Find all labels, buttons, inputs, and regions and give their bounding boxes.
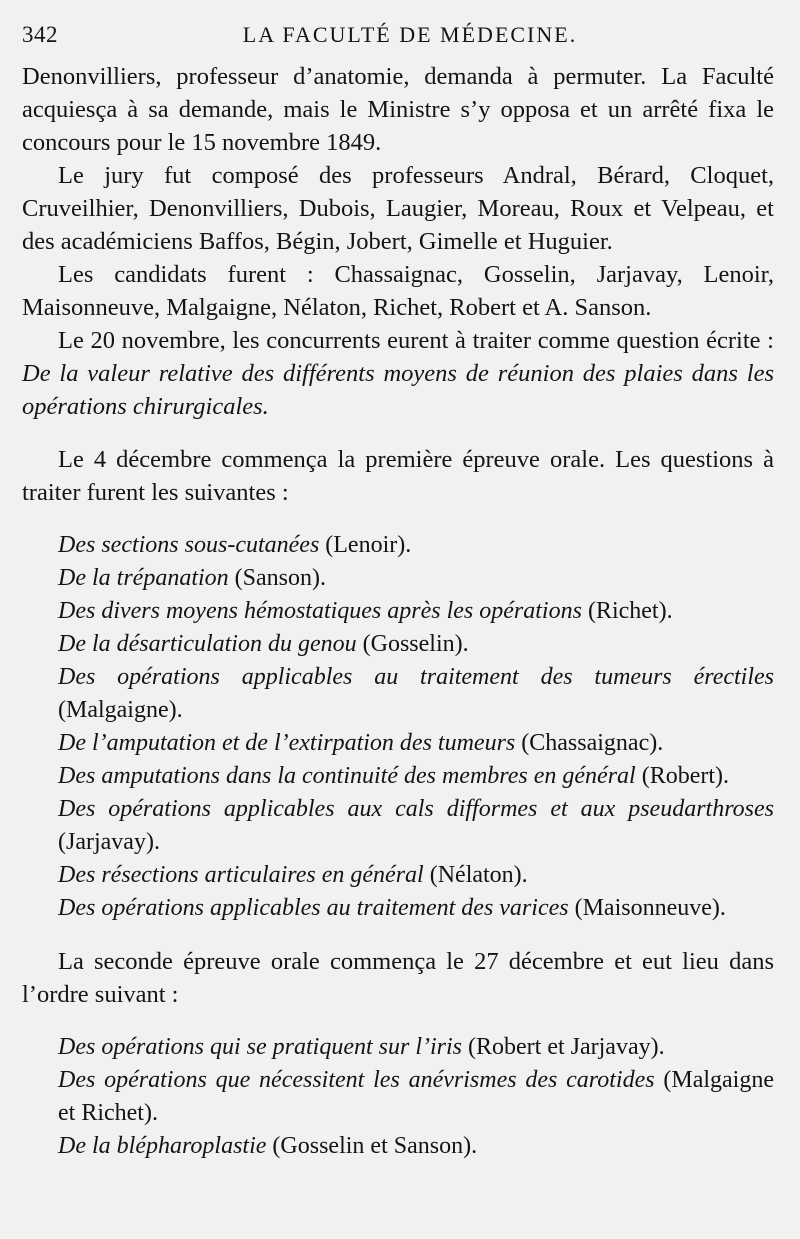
written-question-title: De la valeur relative des différents moyens de réunion des plaies dans les opérations chirurgicales.	[22, 360, 774, 420]
question-title: Des sections sous-cutanées	[58, 532, 320, 558]
paragraph-second-oral-exam: La seconde épreuve orale commença le 27 décembre et eut lieu dans l’ordre suivant :	[22, 948, 774, 1008]
question-title: Des opérations applicables au traitement des varices	[58, 895, 569, 921]
candidate-name: (Nélaton).	[429, 862, 528, 888]
first-exam-question-list	[22, 529, 774, 925]
question-title: De l’amputation et de l’extirpation des tumeurs	[58, 730, 516, 756]
candidate-name: (Chassaignac).	[521, 730, 664, 756]
question-title: De la trépanation	[58, 565, 229, 591]
paragraph-permutation: Denonvilliers, professeur d’anatomie, demanda à permuter. La Faculté acquiesça à sa demande, mais le Ministre s’y opposa et un arrêté fixa le concours pour le 15 novembre 1849.	[22, 63, 774, 156]
question-title: Des opérations applicables aux cals difformes et aux pseudarthroses	[58, 796, 774, 822]
list-item	[22, 529, 774, 562]
page-header	[0, 18, 800, 58]
list-item	[22, 793, 774, 859]
question-title: Des opérations qui se pratiquent sur l’iris	[58, 1034, 463, 1060]
paragraph-candidates: Les candidats furent : Chassaignac, Gosselin, Jarjavay, Lenoir, Maisonneuve, Malgaigne, Nélaton, Richet, Robert et A. Sanson.	[22, 261, 774, 321]
candidate-name: (Lenoir).	[325, 532, 412, 558]
list-item	[22, 1064, 774, 1130]
list-item	[22, 892, 774, 925]
spacer	[22, 1011, 774, 1031]
question-title: De la blépharoplastie	[58, 1133, 267, 1159]
list-item	[22, 1031, 774, 1064]
candidate-name: (Richet).	[587, 598, 673, 624]
spacer	[22, 925, 774, 945]
question-title: Des résections articulaires en général	[58, 862, 424, 888]
list-item	[22, 595, 774, 628]
page-number: 342	[22, 22, 58, 47]
paragraph-jury: Le jury fut composé des professeurs Andral, Bérard, Cloquet, Cruveilhier, Denonvilliers, Dubois, Laugier, Moreau, Roux et Velpeau, et des académiciens Baffos, Bégin, Jobert, Gimelle et Huguier.	[22, 162, 774, 255]
candidate-name: (Sanson).	[234, 565, 326, 591]
second-exam-question-list	[22, 1031, 774, 1163]
question-title: De la désarticulation du genou	[58, 631, 357, 657]
paragraph-first-oral-exam: Le 4 décembre commença la première épreuve orale. Les questions à traiter furent les suivantes :	[22, 446, 774, 506]
list-item	[22, 628, 774, 661]
list-item	[22, 760, 774, 793]
question-title: Des divers moyens hémostatiques après les opérations	[58, 598, 582, 624]
list-item	[22, 661, 774, 727]
candidate-name: (Jarjavay).	[58, 829, 160, 855]
spacer	[22, 509, 774, 529]
candidate-name: (Robert).	[641, 763, 730, 789]
candidate-name: (Malgaigne et Richet).	[58, 1067, 774, 1126]
paragraph-written-question	[22, 324, 774, 423]
list-item	[22, 859, 774, 892]
written-question-lead: Le 20 novembre, les concurrents eurent à traiter comme question écrite :	[58, 327, 774, 354]
running-title: LA FACULTÉ DE MÉDECINE.	[242, 22, 578, 47]
question-title: Des amputations dans la continuité des membres en général	[58, 763, 636, 789]
candidate-name: (Gosselin).	[362, 631, 469, 657]
list-item	[22, 1130, 774, 1163]
spacer	[22, 423, 774, 443]
list-item	[22, 727, 774, 760]
list-item	[22, 562, 774, 595]
candidate-name: (Gosselin et Sanson).	[272, 1133, 478, 1159]
candidate-name: (Robert et Jarjavay).	[468, 1034, 665, 1060]
question-title: Des opérations que nécessitent les anévrismes des carotides	[58, 1067, 655, 1093]
candidate-name: (Maisonneuve).	[574, 895, 726, 921]
question-title: Des opérations applicables au traitement des tumeurs érectiles	[58, 664, 774, 690]
page-body	[22, 60, 774, 1163]
candidate-name: (Malgaigne).	[58, 697, 183, 723]
